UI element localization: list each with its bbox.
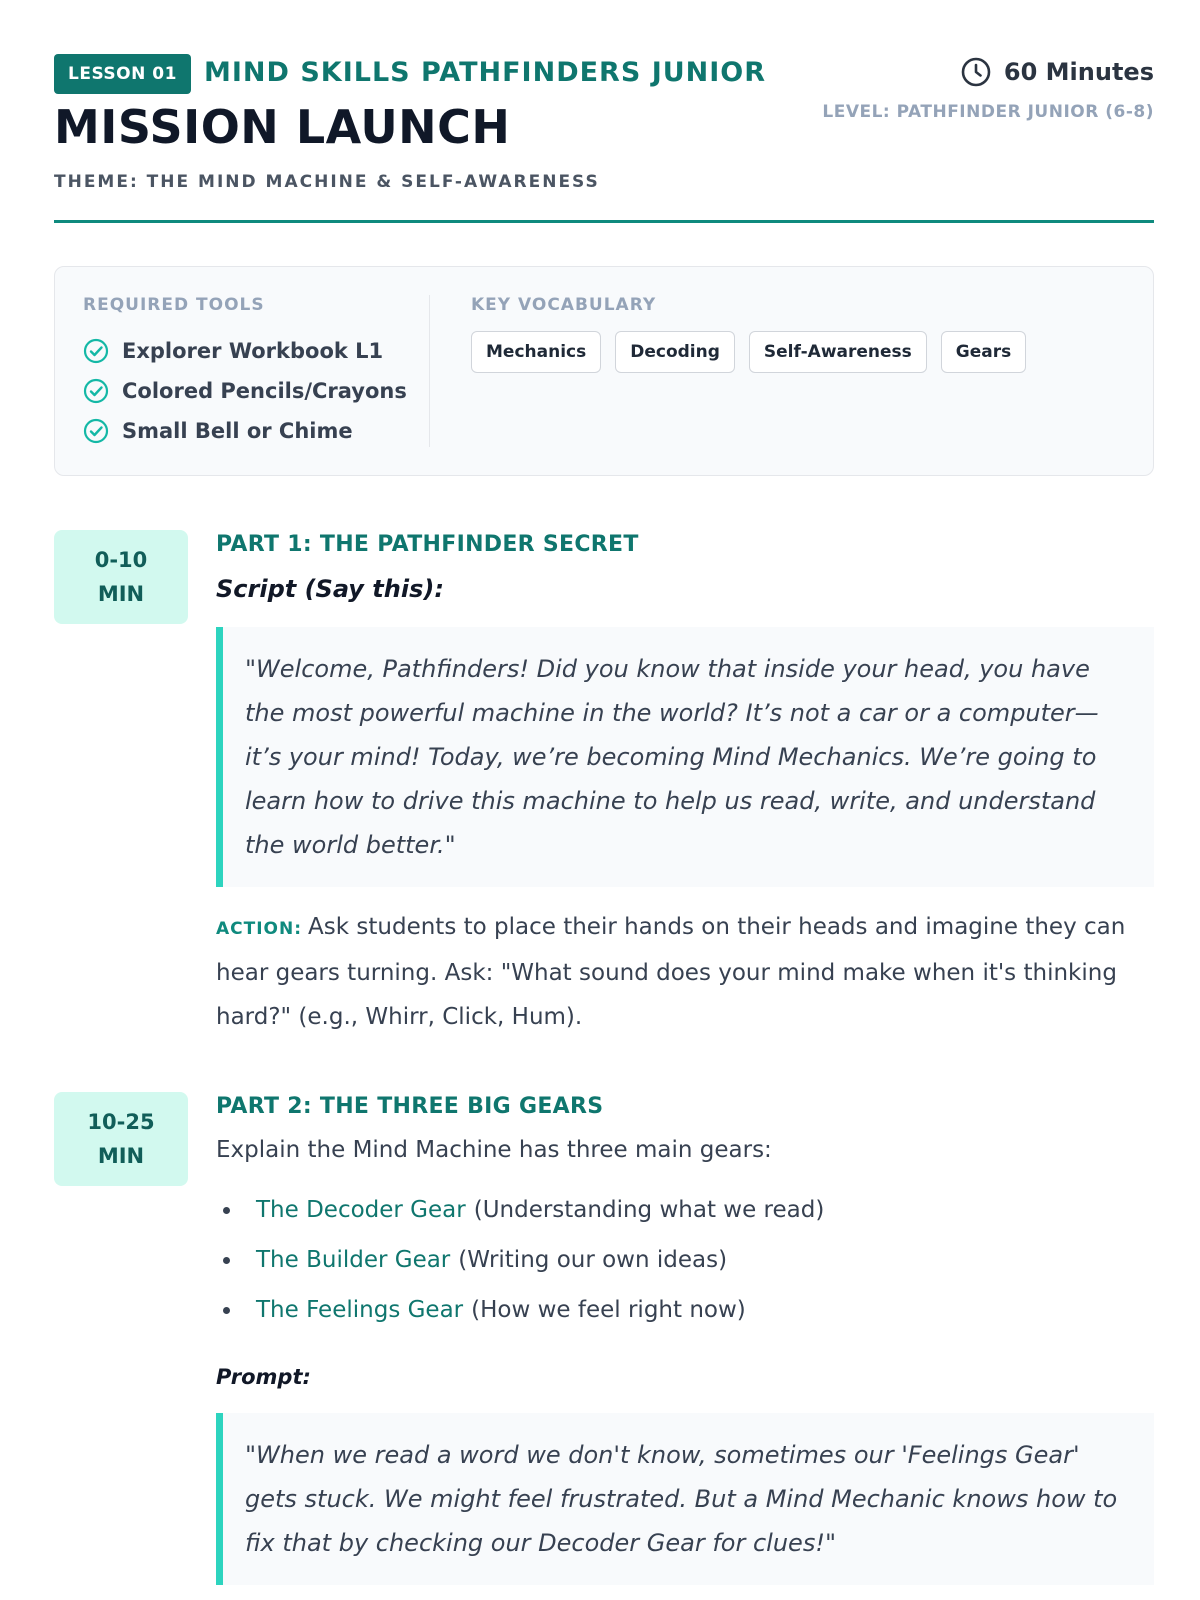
time-badge xyxy=(54,530,188,624)
part-2-content xyxy=(216,1092,1154,1585)
vocab-chip: Mechanics xyxy=(471,331,601,373)
key-vocabulary-label: KEY VOCABULARY xyxy=(471,295,657,315)
part-title: PART 2: THE THREE BIG GEARS xyxy=(216,1094,604,1119)
tool-label: Explorer Workbook L1 xyxy=(122,339,384,363)
key-vocabulary xyxy=(471,295,1026,373)
script-label: Script (Say this): xyxy=(216,575,444,603)
clock-icon xyxy=(960,56,992,88)
bullet xyxy=(223,1207,230,1214)
gear-description: (How we feel right now) xyxy=(471,1297,746,1323)
gear-description: (Understanding what we read) xyxy=(473,1197,825,1223)
list-item xyxy=(83,371,423,411)
part-title: PART 1: THE PATHFINDER SECRET xyxy=(216,532,639,557)
lesson-page xyxy=(54,0,1154,1600)
gear-description: (Writing our own ideas) xyxy=(458,1247,728,1273)
duration xyxy=(960,56,1154,88)
duration-label: 60 Minutes xyxy=(1003,58,1154,86)
time-unit: MIN xyxy=(97,1144,145,1168)
materials-panel xyxy=(54,266,1154,476)
part-1-content xyxy=(216,530,1154,1039)
time-badge xyxy=(54,1092,188,1186)
check-circle-icon xyxy=(83,418,109,444)
gears-list xyxy=(216,1185,1154,1335)
required-tools-label: REQUIRED TOOLS xyxy=(83,295,265,315)
action-label: ACTION: xyxy=(216,919,303,939)
tools-list xyxy=(83,331,423,451)
gear-name: The Decoder Gear xyxy=(256,1197,466,1223)
header-divider xyxy=(54,220,1154,223)
required-tools xyxy=(83,295,423,451)
page-title: MISSION LAUNCH xyxy=(54,100,511,154)
vocabulary-chips xyxy=(471,331,1026,373)
list-item xyxy=(83,411,423,451)
bullet xyxy=(223,1257,230,1264)
prompt-label: Prompt: xyxy=(216,1365,311,1389)
list-item xyxy=(216,1235,1154,1285)
lesson-badge: LESSON 01 xyxy=(54,54,191,94)
list-item xyxy=(216,1185,1154,1235)
gear-name: The Builder Gear xyxy=(256,1247,451,1273)
series-title: MIND SKILLS PATHFINDERS JUNIOR xyxy=(204,57,767,88)
check-circle-icon xyxy=(83,338,109,364)
prompt-quote: "When we read a word we don't know, sometimes our 'Feelings Gear' gets stuck. We might feel frustrated. But a Mind Mechanic knows how to fix that by checking our Decoder Gear for clues!" xyxy=(216,1413,1154,1585)
lesson-theme: THEME: THE MIND MACHINE & SELF-AWARENESS xyxy=(54,172,600,192)
action-note xyxy=(216,905,1154,1039)
gear-name: The Feelings Gear xyxy=(256,1297,464,1323)
vocab-chip: Gears xyxy=(941,331,1026,373)
tool-label: Small Bell or Chime xyxy=(122,419,353,443)
gears-intro: Explain the Mind Machine has three main gears: xyxy=(216,1137,772,1163)
bullet xyxy=(223,1307,230,1314)
action-text: Ask students to place their hands on their heads and imagine they can hear gears turning. Ask: "What sound does your mind make when it's thinking hard?" (e.g., Whirr, Click, Hum). xyxy=(216,914,1126,1030)
lesson-header xyxy=(54,54,1154,224)
list-item xyxy=(216,1285,1154,1335)
script-quote: "Welcome, Pathfinders! Did you know that inside your head, you have the most powerful machine in the world? It’s not a car or a computer—it’s your mind! Today, we’re becoming Mind Mechanics. We’re going to learn how to drive this machine to help us read, write, and understand the world better." xyxy=(216,627,1154,887)
time-range: 0-10 xyxy=(94,548,148,572)
time-unit: MIN xyxy=(97,582,145,606)
tool-label: Colored Pencils/Crayons xyxy=(122,379,407,403)
vocab-chip: Decoding xyxy=(615,331,735,373)
check-circle-icon xyxy=(83,378,109,404)
level-label: LEVEL: PATHFINDER JUNIOR (6-8) xyxy=(822,102,1154,122)
panel-divider xyxy=(429,295,430,447)
vocab-chip: Self-Awareness xyxy=(749,331,927,373)
list-item xyxy=(83,331,423,371)
time-range: 10-25 xyxy=(87,1110,155,1134)
